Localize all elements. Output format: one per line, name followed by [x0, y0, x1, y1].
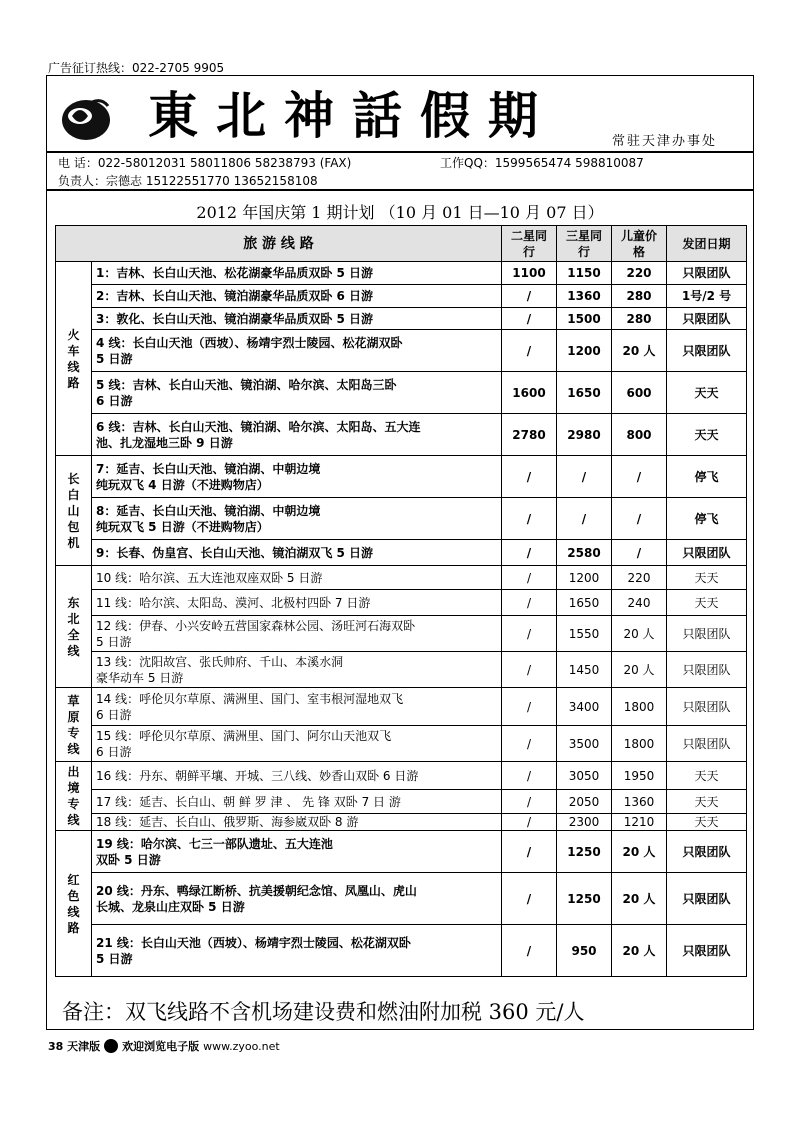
price-cell-three-star: 1450: [557, 652, 612, 688]
price-cell-two-star: /: [502, 814, 557, 831]
category-char: 车: [67, 343, 80, 358]
table-row: [56, 262, 747, 285]
category-char: 境: [67, 781, 80, 795]
route-text: 3：敦化、长白山天池、镜泊湖豪华品质双卧 5 日游: [96, 311, 374, 326]
category-cell: [56, 566, 92, 688]
price-cell-child: 600: [612, 372, 667, 414]
route-cell: [92, 498, 502, 540]
price-cell-three-star: /: [557, 498, 612, 540]
route-text: 12 线：伊春、小兴安岭五营国家森林公园、汤旺河石海双卧: [96, 618, 416, 633]
category-char: 路: [67, 920, 80, 935]
price-cell-departure: 只限团队: [667, 308, 747, 330]
price-cell-child: 280: [612, 285, 667, 308]
price-cell-two-star: /: [502, 540, 557, 566]
route-text-continued: 池、扎龙湿地三卧 9 日游: [96, 435, 233, 450]
table-row: [56, 285, 747, 308]
category-cell: [56, 262, 92, 456]
ad-hotline: 广告征订热线：022-2705 9905: [48, 61, 225, 75]
table-row: [56, 790, 747, 814]
category-char: 东: [67, 595, 80, 610]
route-cell: [92, 456, 502, 498]
route-cell: [92, 873, 502, 925]
table-row: [56, 726, 747, 762]
price-cell-two-star: /: [502, 726, 557, 762]
route-cell: [92, 814, 502, 831]
category-char: 专: [67, 797, 80, 811]
table-row: [56, 652, 747, 688]
price-cell-three-star: /: [557, 456, 612, 498]
category-char: 草: [67, 693, 80, 708]
price-cell-departure: 天天: [667, 414, 747, 456]
route-text: 15 线：呼伦贝尔草原、满洲里、国门、阿尔山天池双飞: [96, 728, 392, 743]
price-cell-departure: 只限团队: [667, 925, 747, 977]
category-char: 路: [67, 375, 80, 390]
price-cell-three-star: 2300: [557, 814, 612, 831]
table-row: [56, 831, 747, 873]
price-cell-child: 220: [612, 262, 667, 285]
category-cell: [56, 456, 92, 566]
category-char: 火: [67, 327, 80, 342]
category-char: 北: [67, 611, 80, 626]
phone-label: 电 话：: [58, 156, 98, 170]
price-cell-two-star: /: [502, 566, 557, 590]
price-cell-two-star: 2780: [502, 414, 557, 456]
price-cell-three-star: 1250: [557, 873, 612, 925]
price-cell-three-star: 1650: [557, 590, 612, 616]
route-cell: [92, 831, 502, 873]
route-cell: [92, 330, 502, 372]
price-cell-three-star: 1650: [557, 372, 612, 414]
price-cell-child: 800: [612, 414, 667, 456]
route-text-continued: 双卧 5 日游: [96, 852, 161, 867]
price-cell-child: 1210: [612, 814, 667, 831]
price-cell-child: /: [612, 456, 667, 498]
table-row: [56, 330, 747, 372]
price-cell-departure: 天天: [667, 814, 747, 831]
price-cell-two-star: /: [502, 925, 557, 977]
price-cell-departure: 只限团队: [667, 873, 747, 925]
price-cell-departure: 天天: [667, 762, 747, 790]
route-text: 6 线：吉林、长白山天池、镜泊湖、哈尔滨、太阳岛、五大连: [96, 419, 421, 434]
qq-label: 工作QQ：: [440, 156, 495, 170]
category-char: 线: [67, 813, 80, 827]
table-row: [56, 456, 747, 498]
price-cell-child: /: [612, 498, 667, 540]
price-cell-two-star: /: [502, 590, 557, 616]
category-char: 机: [67, 535, 80, 550]
route-text-continued: 纯玩双飞 4 日游（不进购物店）: [96, 477, 269, 492]
contact-details: 宗德志 15122551770 13652158108: [106, 174, 318, 188]
header-rule-top: [47, 151, 753, 153]
route-cell: [92, 414, 502, 456]
company-logo-icon: [58, 90, 114, 146]
price-cell-two-star: /: [502, 873, 557, 925]
price-cell-child: 20 人: [612, 925, 667, 977]
footer-welcome: 欢迎浏览电子版: [122, 1040, 200, 1053]
contact-person-row: [58, 172, 318, 189]
category-char: 线: [67, 359, 80, 374]
price-cell-three-star: 3400: [557, 688, 612, 726]
price-cell-child: 1360: [612, 790, 667, 814]
table-row: [56, 616, 747, 652]
price-cell-three-star: 1360: [557, 285, 612, 308]
route-text: 7：延吉、长白山天池、镜泊湖、中朝边境: [96, 461, 321, 476]
price-cell-departure: 只限团队: [667, 831, 747, 873]
price-cell-two-star: /: [502, 790, 557, 814]
route-text: 10 线：哈尔滨、五大连池双座双卧 5 日游: [96, 570, 323, 585]
category-char: 红: [67, 872, 80, 887]
route-text-continued: 5 日游: [96, 634, 132, 649]
price-cell-three-star: 1500: [557, 308, 612, 330]
route-text: 14 线：呼伦贝尔草原、满洲里、国门、室韦根河湿地双飞: [96, 691, 404, 706]
route-text: 4 线：长白山天池（西坡）、杨靖宇烈士陵园、松花湖双卧: [96, 335, 403, 350]
category-char: 线: [67, 643, 80, 658]
price-cell-departure: 只限团队: [667, 330, 747, 372]
price-cell-two-star: /: [502, 616, 557, 652]
category-char: 线: [67, 741, 80, 756]
price-cell-two-star: /: [502, 285, 557, 308]
price-cell-two-star: 1100: [502, 262, 557, 285]
price-cell-child: /: [612, 540, 667, 566]
category-char: 专: [67, 725, 80, 740]
price-cell-two-star: /: [502, 652, 557, 688]
table-row: [56, 372, 747, 414]
route-text: 5 线：吉林、长白山天池、镜泊湖、哈尔滨、太阳岛三卧: [96, 377, 397, 392]
table-row: [56, 873, 747, 925]
price-cell-child: 20 人: [612, 616, 667, 652]
price-cell-three-star: 1200: [557, 566, 612, 590]
price-cell-child: 20 人: [612, 652, 667, 688]
price-cell-child: 240: [612, 590, 667, 616]
brand-title: 東北神話假期: [148, 86, 556, 145]
category-char: 包: [67, 519, 80, 534]
route-text: 18 线：延吉、长白山、俄罗斯、海参崴双卧 8 游: [96, 815, 359, 829]
table-row: [56, 688, 747, 726]
route-text-continued: 6 日游: [96, 744, 132, 759]
price-cell-departure: 天天: [667, 566, 747, 590]
price-cell-departure: 只限团队: [667, 262, 747, 285]
footer-url: www.zyoo.net: [203, 1039, 280, 1053]
table-row: [56, 925, 747, 977]
route-cell: [92, 262, 502, 285]
price-cell-departure: 天天: [667, 790, 747, 814]
category-char: 山: [67, 503, 80, 518]
contact-label: 负责人：: [58, 174, 107, 188]
price-cell-departure: 只限团队: [667, 540, 747, 566]
route-text: 21 线：长白山天池（西坡）、杨靖宇烈士陵园、松花湖双卧: [96, 935, 411, 950]
route-cell: [92, 688, 502, 726]
category-char: 长: [67, 471, 80, 486]
route-cell: [92, 762, 502, 790]
price-cell-departure: 只限团队: [667, 726, 747, 762]
category-cell: [56, 762, 92, 831]
price-cell-two-star: /: [502, 456, 557, 498]
routes-table-body: [56, 226, 747, 977]
route-cell: [92, 540, 502, 566]
contact-phone-row: [58, 154, 644, 171]
price-cell-child: 220: [612, 566, 667, 590]
route-cell: [92, 308, 502, 330]
route-text: 11 线：哈尔滨、太阳岛、漠河、北极村四卧 7 日游: [96, 595, 371, 610]
col-header-route: 旅 游 线 路: [56, 226, 502, 262]
table-row: [56, 498, 747, 540]
route-cell: [92, 285, 502, 308]
price-cell-child: 1800: [612, 688, 667, 726]
route-text-continued: 长城、龙泉山庄双卧 5 日游: [96, 899, 245, 914]
route-text-continued: 纯玩双飞 5 日游（不进购物店）: [96, 519, 269, 534]
footer-badge-icon: [104, 1039, 118, 1053]
price-cell-three-star: 2580: [557, 540, 612, 566]
route-cell: [92, 652, 502, 688]
remark-note: 备注：双飞线路不含机场建设费和燃油附加税 360 元/人: [62, 1000, 585, 1024]
category-char: 原: [67, 709, 80, 724]
price-cell-child: 1950: [612, 762, 667, 790]
price-cell-three-star: 1250: [557, 831, 612, 873]
price-cell-two-star: /: [502, 308, 557, 330]
table-row: [56, 762, 747, 790]
route-text: 9：长春、伪皇宫、长白山天池、镜泊湖双飞 5 日游: [96, 545, 374, 560]
table-header-row: [56, 226, 747, 262]
category-char: 线: [67, 904, 80, 919]
price-cell-three-star: 1150: [557, 262, 612, 285]
category-char: 出: [67, 765, 80, 779]
route-text-continued: 6 日游: [96, 707, 132, 722]
price-cell-three-star: 1550: [557, 616, 612, 652]
table-row: [56, 590, 747, 616]
col-header-child: 儿童价格: [612, 226, 667, 262]
route-text: 16 线：丹东、朝鲜平壤、开城、三八线、妙香山双卧 6 日游: [96, 768, 419, 783]
route-text-continued: 5 日游: [96, 351, 133, 366]
route-text: 19 线：哈尔滨、七三一部队遗址、五大连池: [96, 836, 333, 851]
price-cell-two-star: /: [502, 831, 557, 873]
price-cell-three-star: 1200: [557, 330, 612, 372]
price-cell-child: 20 人: [612, 831, 667, 873]
category-char: 色: [67, 888, 80, 903]
price-cell-two-star: /: [502, 330, 557, 372]
category-char: 全: [67, 627, 80, 642]
footer-page: 38 天津版: [48, 1040, 101, 1053]
route-text-continued: 6 日游: [96, 393, 133, 408]
routes-table: [55, 225, 747, 977]
price-cell-child: 280: [612, 308, 667, 330]
route-text: 20 线：丹东、鸭绿江断桥、抗美援朝纪念馆、凤凰山、虎山: [96, 883, 417, 898]
price-cell-child: 20 人: [612, 873, 667, 925]
price-cell-two-star: /: [502, 762, 557, 790]
price-cell-three-star: 950: [557, 925, 612, 977]
col-header-departure: 发团日期: [667, 226, 747, 262]
price-cell-departure: 天天: [667, 590, 747, 616]
table-row: [56, 540, 747, 566]
price-cell-three-star: 3500: [557, 726, 612, 762]
route-text-continued: 5 日游: [96, 951, 133, 966]
route-text: 8：延吉、长白山天池、镜泊湖、中朝边境: [96, 503, 321, 518]
route-cell: [92, 616, 502, 652]
office-subtitle: 常驻天津办事处: [612, 134, 718, 149]
col-header-two-star: 二星同行: [502, 226, 557, 262]
route-cell: [92, 925, 502, 977]
route-cell: [92, 590, 502, 616]
category-char: 白: [67, 487, 80, 502]
qq-numbers: 1599565474 598810087: [494, 156, 644, 170]
header-rule-bottom: [47, 189, 753, 191]
route-text: 1：吉林、长白山天池、松花湖豪华品质双卧 5 日游: [96, 266, 374, 280]
route-text-continued: 豪华动车 5 日游: [96, 670, 184, 685]
col-header-three-star: 三星同行: [557, 226, 612, 262]
route-cell: [92, 790, 502, 814]
price-cell-three-star: 3050: [557, 762, 612, 790]
price-cell-child: 20 人: [612, 330, 667, 372]
price-cell-departure: 1号/2 号: [667, 285, 747, 308]
price-cell-two-star: 1600: [502, 372, 557, 414]
table-row: [56, 308, 747, 330]
phone-numbers: 022-58012031 58011806 58238793 (FAX): [97, 156, 352, 170]
route-text: 13 线：沈阳故宫、张氏帅府、千山、本溪水洞: [96, 654, 344, 669]
price-cell-departure: 只限团队: [667, 688, 747, 726]
table-row: [56, 414, 747, 456]
price-cell-departure: 天天: [667, 372, 747, 414]
route-text: 17 线：延吉、长白山、朝 鲜 罗 津 、 先 锋 双卧 7 日 游: [96, 794, 401, 809]
price-cell-child: 1800: [612, 726, 667, 762]
price-cell-three-star: 2980: [557, 414, 612, 456]
price-cell-departure: 只限团队: [667, 616, 747, 652]
table-row: [56, 566, 747, 590]
route-text: 2：吉林、长白山天池、镜泊湖豪华品质双卧 6 日游: [96, 289, 374, 303]
price-cell-departure: 停飞: [667, 456, 747, 498]
price-cell-three-star: 2050: [557, 790, 612, 814]
category-cell: [56, 831, 92, 977]
price-cell-two-star: /: [502, 688, 557, 726]
route-cell: [92, 566, 502, 590]
price-cell-departure: 只限团队: [667, 652, 747, 688]
footer-bar: [48, 1038, 280, 1054]
plan-title: 2012 年国庆第 1 期计划 （10 月 01 日—10 月 07 日）: [196, 203, 604, 222]
route-cell: [92, 726, 502, 762]
route-cell: [92, 372, 502, 414]
price-cell-two-star: /: [502, 498, 557, 540]
category-cell: [56, 688, 92, 762]
price-cell-departure: 停飞: [667, 498, 747, 540]
table-row: [56, 814, 747, 831]
